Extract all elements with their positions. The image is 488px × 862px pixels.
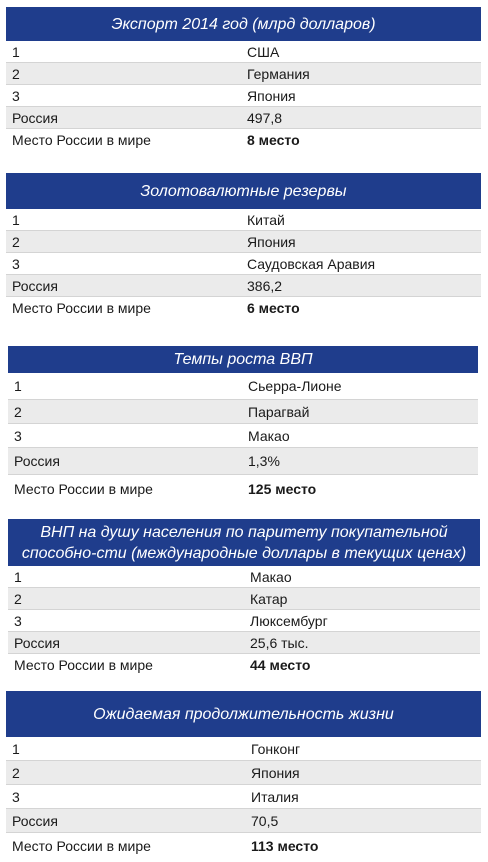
row-label: 3 — [12, 788, 20, 805]
row-value: Люксембург — [250, 612, 328, 629]
row-value: Макао — [250, 568, 292, 585]
row-label: Россия — [12, 277, 58, 294]
row-value: Италия — [251, 788, 299, 805]
row-value: Япония — [247, 87, 296, 104]
row-label: 1 — [12, 43, 20, 60]
row-label: Россия — [14, 634, 60, 651]
row-label: 2 — [12, 233, 20, 250]
row-value: Макао — [248, 427, 290, 444]
table-row — [6, 231, 481, 253]
row-label: Россия — [14, 453, 60, 469]
russia-rank: 44 место — [250, 657, 311, 673]
table-row — [8, 588, 480, 610]
row-label: 3 — [14, 427, 22, 444]
table-row — [6, 761, 481, 785]
row-label: 2 — [14, 403, 22, 420]
row-value: 1,3% — [248, 453, 280, 469]
table-title: ВНП на душу населения по паритету покупательной способно-сти (международные доллары в текущих ценах) — [8, 519, 480, 566]
table-row — [8, 400, 478, 424]
table-title: Экспорт 2014 год (млрд долларов) — [6, 7, 481, 41]
table-row — [8, 632, 480, 654]
row-label: 3 — [12, 87, 20, 104]
table-export-2014 — [6, 7, 481, 151]
table-row — [6, 209, 481, 231]
table-row — [6, 41, 481, 63]
row-label: Место России в мире — [14, 657, 153, 673]
row-value: Сьерра-Лионе — [248, 378, 342, 394]
row-value: 497,8 — [247, 109, 283, 126]
russia-rank: 125 место — [248, 480, 317, 497]
table-gdp-growth — [8, 346, 478, 502]
table-row — [8, 424, 478, 448]
table-row — [6, 85, 481, 107]
row-value: Парагвай — [248, 403, 310, 420]
table-life-expectancy — [6, 691, 481, 859]
table-reserves — [6, 173, 481, 319]
row-value: 386,2 — [247, 277, 283, 294]
row-label: 3 — [14, 612, 22, 629]
table-row — [6, 785, 481, 809]
row-value: Япония — [251, 764, 300, 781]
table-row — [8, 475, 478, 502]
row-label: 3 — [12, 255, 20, 272]
row-label: 1 — [14, 568, 22, 585]
row-label: 1 — [14, 378, 22, 394]
table-row — [8, 610, 480, 632]
row-value: США — [247, 43, 280, 60]
row-value: 70,5 — [251, 812, 279, 829]
row-label: 2 — [12, 65, 20, 82]
table-row — [6, 275, 481, 297]
row-label: Место России в мире — [14, 480, 153, 497]
row-label: Место России в мире — [12, 300, 151, 316]
table-row — [6, 253, 481, 275]
row-label: Место России в мире — [12, 838, 151, 854]
row-value: Китай — [247, 211, 285, 228]
russia-rank: 113 место — [251, 838, 319, 854]
row-value: Катар — [250, 590, 288, 607]
row-label: 1 — [12, 211, 20, 228]
table-row — [6, 297, 481, 319]
table-row — [6, 809, 481, 833]
row-label: Россия — [12, 109, 58, 126]
russia-rank: 6 место — [247, 300, 300, 316]
table-row — [6, 63, 481, 85]
table-gnp-ppp — [8, 519, 480, 676]
row-value: Гонконг — [251, 740, 301, 757]
row-label: 1 — [12, 740, 20, 757]
row-label: Место России в мире — [12, 132, 151, 148]
row-label: 2 — [14, 590, 22, 607]
row-label: Россия — [12, 812, 58, 829]
table-row — [6, 833, 481, 859]
row-value: Япония — [247, 233, 296, 250]
russia-rank: 8 место — [247, 132, 300, 148]
table-title: Ожидаемая продолжительность жизни — [6, 691, 481, 737]
table-row — [8, 566, 480, 588]
table-row — [8, 654, 480, 676]
table-row — [8, 373, 478, 400]
table-row — [8, 448, 478, 475]
row-label: 2 — [12, 764, 20, 781]
table-row — [6, 107, 481, 129]
row-value: Германия — [247, 65, 310, 82]
row-value: Саудовская Аравия — [247, 255, 376, 272]
table-row — [6, 737, 481, 761]
table-row — [6, 129, 481, 151]
table-title: Темпы роста ВВП — [8, 346, 478, 373]
table-title: Золотовалютные резервы — [6, 173, 481, 209]
row-value: 25,6 тыс. — [250, 634, 309, 651]
